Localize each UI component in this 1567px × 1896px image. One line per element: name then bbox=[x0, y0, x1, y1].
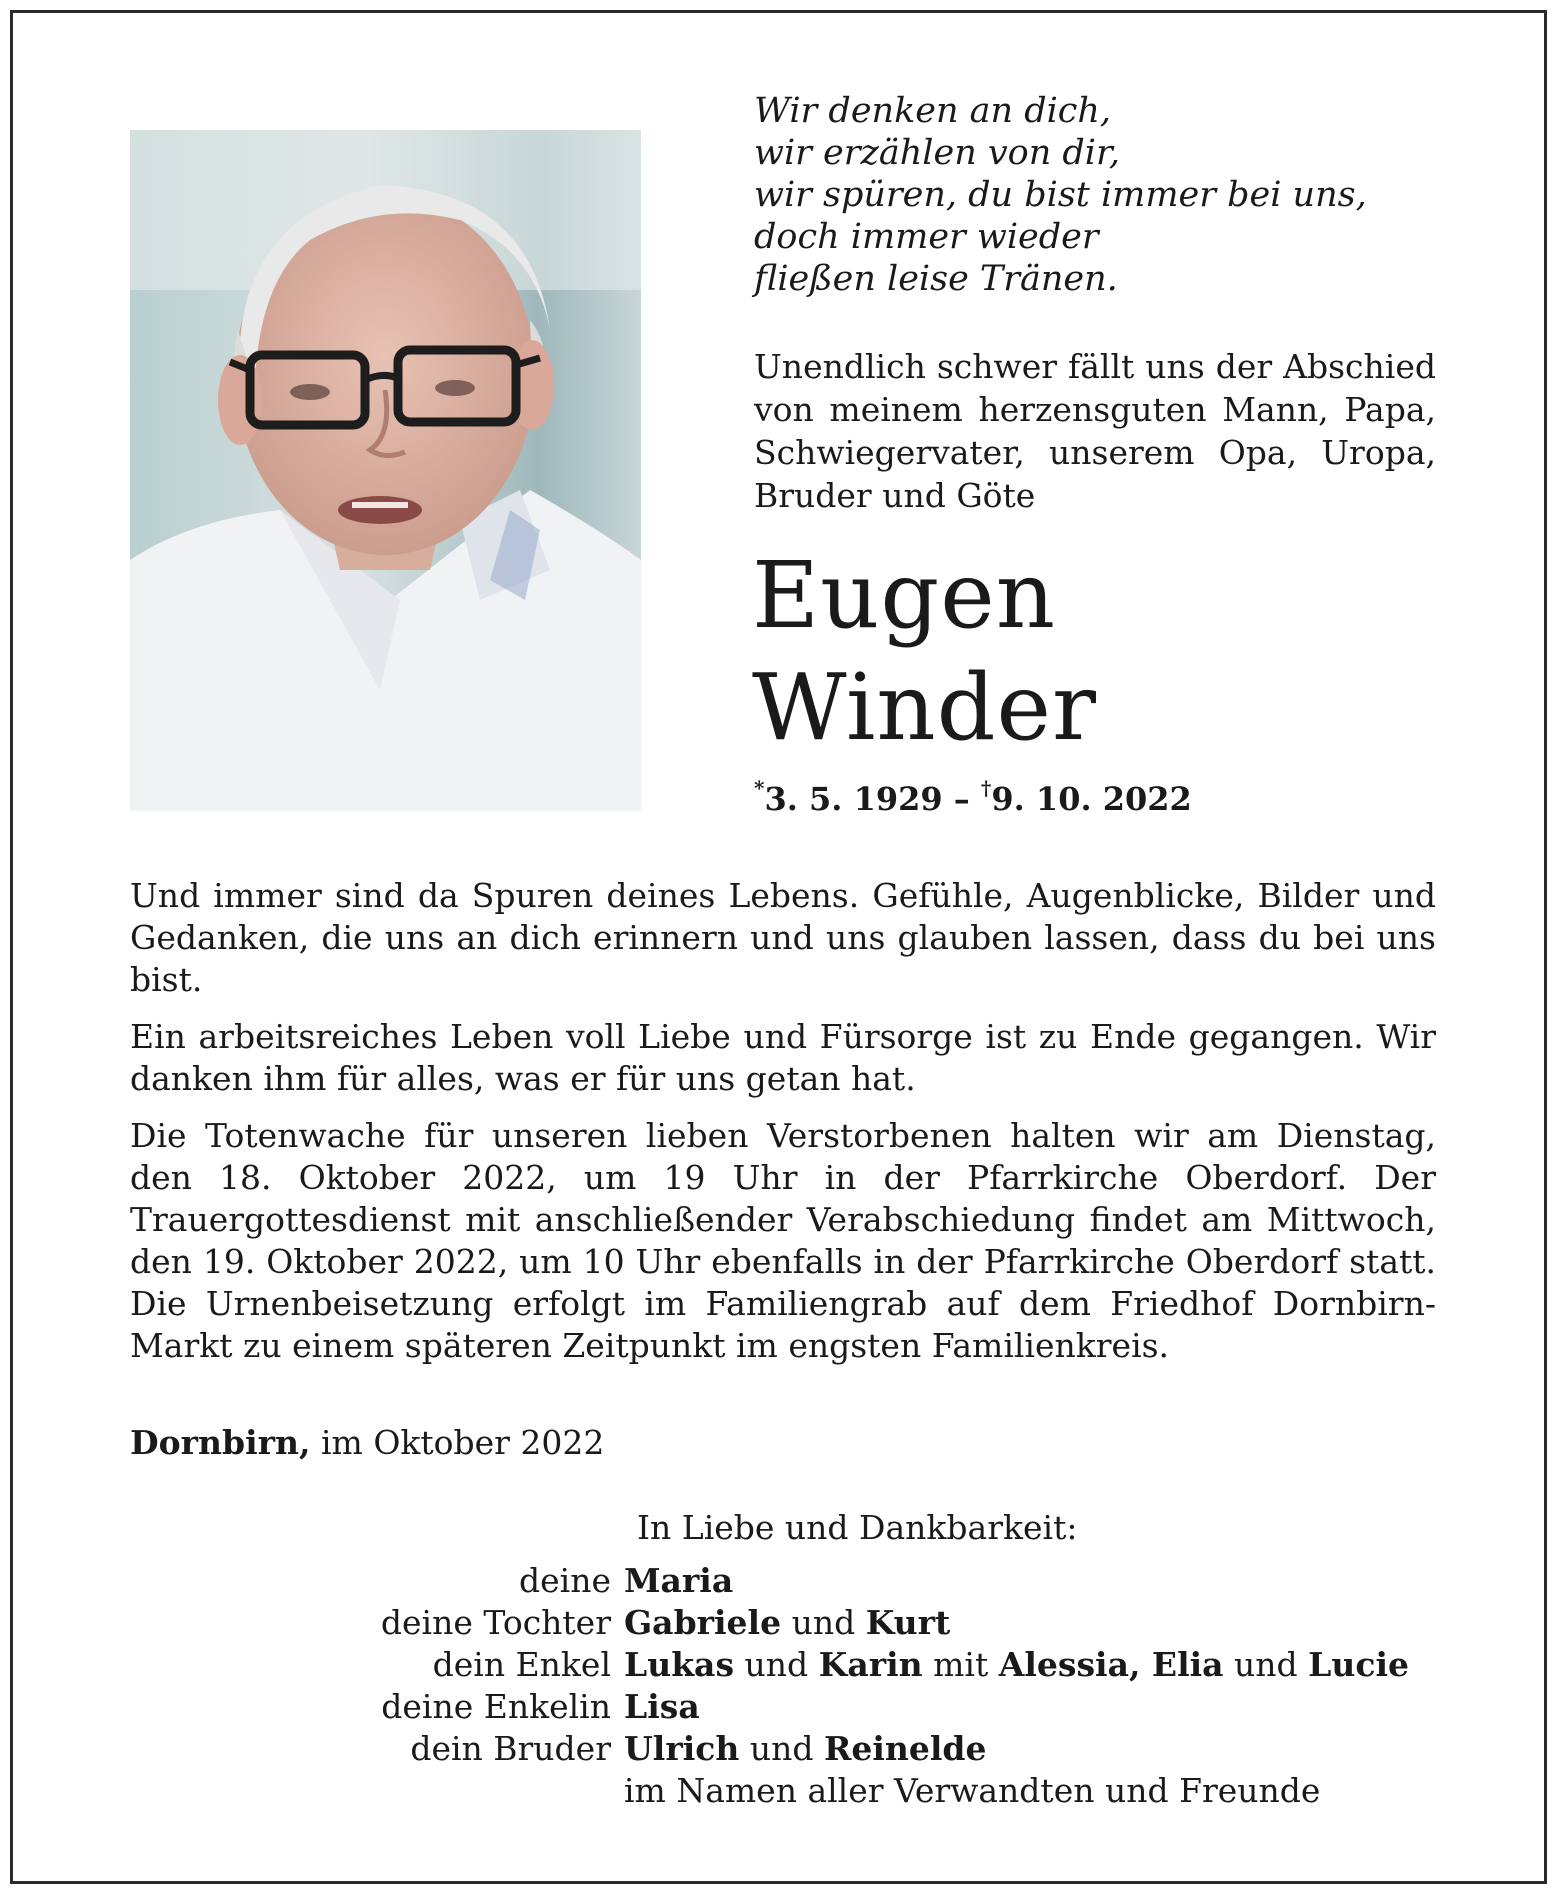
last-name: Winder bbox=[752, 654, 1097, 761]
family-names bbox=[624, 1728, 1450, 1770]
family-member: Reinelde bbox=[823, 1729, 987, 1768]
family-member: Alessia, Elia bbox=[998, 1645, 1224, 1684]
conjunction: und bbox=[1223, 1645, 1309, 1684]
conjunction: und bbox=[734, 1645, 819, 1684]
farewell-intro: Unendlich schwer fällt uns der Abschied von meinem herzensguten Mann, Papa, Schwiegervater, unserem Opa, Uropa, Bruder und Göte bbox=[754, 347, 1436, 515]
family-row bbox=[130, 1602, 1450, 1644]
family-names bbox=[624, 1560, 1450, 1602]
family-member: Lisa bbox=[624, 1687, 700, 1726]
relation-label: dein Enkel bbox=[432, 1645, 611, 1684]
family-names bbox=[624, 1686, 1450, 1728]
thanks-heading: In Liebe und Dankbarkeit: bbox=[637, 1508, 1078, 1547]
family-list bbox=[130, 1560, 1450, 1812]
deceased-name bbox=[752, 540, 1452, 764]
paragraph: Ein arbeitsreiches Leben voll Liebe und Fürsorge ist zu Ende gegangen. Wir danken ihm für alles, was er für uns getan hat. bbox=[130, 1017, 1436, 1098]
relation-label: deine Tochter bbox=[380, 1603, 611, 1642]
date-separator: – bbox=[942, 780, 981, 818]
relation-spacer bbox=[130, 1770, 624, 1812]
birth-symbol: * bbox=[754, 776, 765, 800]
place-date-line bbox=[130, 1423, 604, 1462]
family-member: Ulrich bbox=[624, 1729, 740, 1768]
family-row bbox=[130, 1728, 1450, 1770]
family-row bbox=[130, 1686, 1450, 1728]
poem-line: fließen leise Tränen. bbox=[754, 259, 1118, 299]
family-member: Maria bbox=[624, 1561, 734, 1600]
poem-line: wir spüren, du bist immer bei uns, bbox=[754, 175, 1367, 215]
paragraph: Die Totenwache für unseren lieben Verstorbenen halten wir am Dienstag, den 18. Oktober 2022, um 19 Uhr in der Pfarrkirche Oberdorf. Der Trauergottesdienst mit anschließender Verabschiedung findet am Mittwoch, den 19. Oktober 2022, um 10 Uhr ebenfalls in der Pfarrkirche Oberdorf statt. Die Urnenbeisetzung erfolgt im Familiengrab auf dem Friedhof Dornbirn-Markt zu einem späteren Zeitpunkt im engsten Familienkreis. bbox=[130, 1116, 1436, 1365]
place-city: Dornbirn, bbox=[130, 1423, 311, 1462]
family-member: Lukas bbox=[624, 1645, 735, 1684]
family-row bbox=[130, 1770, 1450, 1812]
relation-label: dein Bruder bbox=[410, 1729, 611, 1768]
family-names bbox=[624, 1644, 1450, 1686]
life-dates bbox=[754, 776, 1192, 818]
relation-label: deine Enkelin bbox=[381, 1687, 611, 1726]
family-member: Kurt bbox=[865, 1603, 951, 1642]
birth-date: 3. 5. 1929 bbox=[764, 780, 943, 818]
place-date: im Oktober 2022 bbox=[310, 1423, 605, 1462]
family-row bbox=[130, 1560, 1450, 1602]
first-name: Eugen bbox=[752, 542, 1056, 649]
paragraph: Und immer sind da Spuren deines Lebens. Gefühle, Augenblicke, Bilder und Gedanken, die uns an dich erinnern und uns glauben lassen, dass du bei uns bist. bbox=[130, 876, 1436, 999]
relation-label: deine bbox=[519, 1561, 611, 1600]
portrait-image bbox=[130, 130, 641, 811]
memorial-poem bbox=[754, 90, 1454, 300]
poem-line: doch immer wieder bbox=[754, 217, 1099, 257]
poem-line: wir erzählen von dir, bbox=[754, 133, 1120, 173]
conjunction: mit bbox=[922, 1645, 999, 1684]
family-member: Gabriele bbox=[624, 1603, 782, 1642]
death-date: 9. 10. 2022 bbox=[991, 780, 1192, 818]
obituary-body bbox=[130, 875, 1436, 1382]
family-names bbox=[624, 1602, 1450, 1644]
poem-line: Wir denken an dich, bbox=[754, 91, 1112, 131]
family-member: Lucie bbox=[1308, 1645, 1409, 1684]
family-member: Karin bbox=[818, 1645, 923, 1684]
closing-line: im Namen aller Verwandten und Freunde bbox=[624, 1771, 1321, 1810]
conjunction: und bbox=[739, 1729, 824, 1768]
family-row bbox=[130, 1644, 1450, 1686]
conjunction: und bbox=[781, 1603, 866, 1642]
death-symbol: † bbox=[980, 776, 992, 800]
portrait-photo bbox=[130, 130, 641, 811]
